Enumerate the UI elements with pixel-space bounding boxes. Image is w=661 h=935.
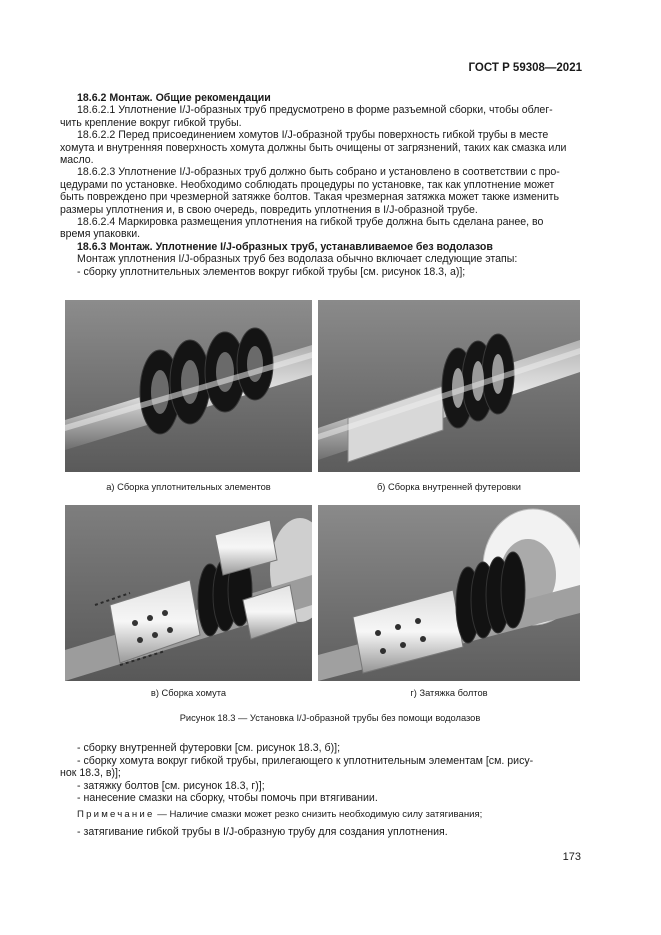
step-tighten-bolts: - затяжку болтов [см. рисунок 18.3, г)]; [77, 779, 265, 792]
figure-a-image [65, 300, 312, 472]
para-steps-intro: Монтаж уплотнения I/J-образных труб без водолаза обычно включает следующие этапы: [77, 253, 518, 266]
section-heading-18-6-3: 18.6.3 Монтаж. Уплотнение I/J-образных труб, устанавливаемое без водолазов [77, 240, 493, 253]
para-18-6-2-1-line1: 18.6.2.1 Уплотнение I/J-образных труб предусмотрено в форме разъемной сборки, чтобы облег- [77, 104, 553, 117]
section-heading-18-6-2: 18.6.2 Монтаж. Общие рекомендации [77, 92, 271, 104]
caption-figure-d: г) Затяжка болтов [410, 688, 488, 698]
step-clamp-line1: - сборку хомута вокруг гибкой трубы, прилегающего к уплотнительным элементам [см. рису- [77, 754, 534, 767]
para-18-6-2-1-line2: чить крепление вокруг гибкой трубы. [60, 116, 242, 129]
para-18-6-2-2-line3: масло. [60, 154, 94, 167]
para-18-6-2-2-line1: 18.6.2.2 Перед присоединением хомутов I/J-образной трубы поверхность гибкой трубы в месте [77, 129, 549, 142]
figure-b-image [318, 300, 580, 472]
step-apply-grease: - нанесение смазки на сборку, чтобы помочь при втягивании. [77, 792, 378, 805]
caption-figure-c: в) Сборка хомута [150, 688, 227, 698]
para-18-6-2-4-line2: время упаковки. [60, 228, 141, 241]
figure-title: Рисунок 18.3 — Установка I/J-образной трубы без помощи водолазов [179, 713, 481, 723]
step-assembly-elements: - сборку уплотнительных элементов вокруг гибкой трубы [см. рисунок 18.3, а)]; [77, 265, 466, 278]
step-pull-in: - затягивание гибкой трубы в I/J-образную трубу для создания уплотнения. [77, 825, 448, 838]
note-label: Примечание [77, 808, 155, 820]
figure-d-image [318, 505, 580, 681]
figure-c-image [65, 505, 312, 681]
para-18-6-2-3-line2: цедурами по установке. Необходимо соблюдать процедуры по установке, так как уплотнение может [60, 178, 555, 191]
para-18-6-2-3-line4: размеры уплотнения и, в свою очередь, повредить уплотнения в I/J-образной трубе. [60, 203, 478, 216]
page-number: 173 [562, 851, 581, 863]
top-text-block [60, 92, 583, 278]
para-18-6-2-3-line3: быть повреждено при чрезмерной затяжке болтов. Такая чрезмерная затяжка может также изменить [60, 191, 560, 204]
standard-number: ГОСТ Р 59308—2021 [468, 62, 582, 74]
note-text: — Наличие смазки может резко снизить необходимую силу затягивания; [154, 808, 483, 820]
bottom-steps-list [60, 742, 583, 838]
step-clamp-line2: нок 18.3, в)]; [60, 767, 121, 780]
step-inner-lining: - сборку внутренней футеровки [см. рисунок 18.3, б)]; [77, 742, 341, 754]
para-18-6-2-4-line1: 18.6.2.4 Маркировка размещения уплотнения на гибкой трубе должна быть сделана ранее, во [77, 216, 544, 229]
para-18-6-2-3-line1: 18.6.2.3 Уплотнение I/J-образных труб должно быть собрано и установлено в соответствии с про- [77, 166, 560, 179]
para-18-6-2-2-line2: хомута и внутренняя поверхность хомута должны быть очищены от загрязнений, таких как смазка или [60, 141, 567, 154]
caption-figure-b: б) Сборка внутренней футеровки [376, 482, 521, 492]
caption-figure-a: а) Сборка уплотнительных элементов [106, 482, 271, 492]
note-line [77, 809, 583, 822]
